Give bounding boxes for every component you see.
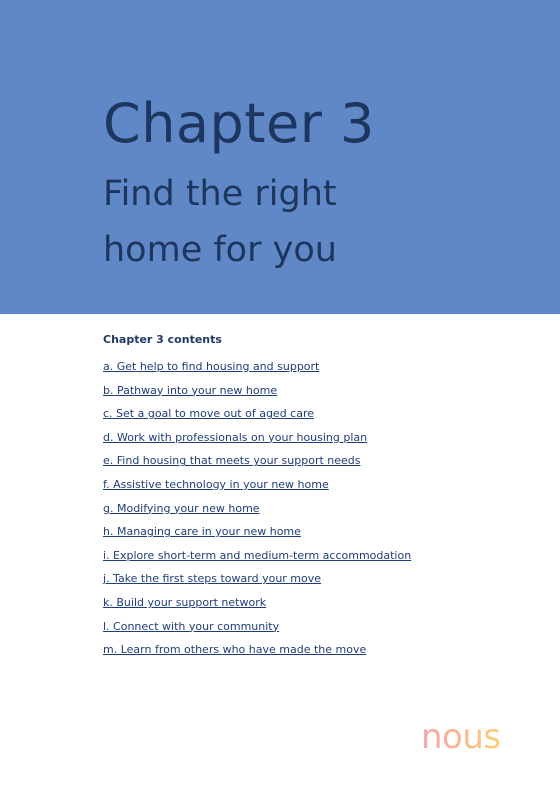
toc-link-i[interactable]: i. Explore short-term and medium-term accommodation: [103, 548, 412, 562]
chapter-subtitle: Find the right home for you: [103, 174, 337, 270]
toc-link-h[interactable]: h. Managing care in your new home: [103, 525, 301, 539]
toc-link-g[interactable]: g. Modifying your new home: [103, 501, 260, 515]
toc-link-m[interactable]: m. Learn from others who have made the move: [103, 643, 367, 657]
chapter-banner: [0, 0, 560, 314]
toc-link-a[interactable]: a. Get help to find housing and support: [103, 360, 320, 373]
toc-item: [103, 595, 411, 619]
toc-item: [103, 548, 411, 572]
toc-link-c[interactable]: c. Set a goal to move out of aged care: [103, 407, 315, 421]
nous-logo: nous: [421, 717, 501, 757]
toc-item: [103, 642, 411, 666]
toc-link-j[interactable]: j. Take the first steps toward your move: [103, 572, 322, 586]
toc-item: [103, 430, 411, 454]
toc-link-k[interactable]: k. Build your support network: [103, 595, 267, 609]
toc-link-f[interactable]: f. Assistive technology in your new home: [103, 477, 329, 491]
toc-link-e[interactable]: e. Find housing that meets your support needs: [103, 454, 361, 468]
toc-item: [103, 383, 411, 407]
toc-item: [103, 501, 411, 525]
toc-link-l[interactable]: l. Connect with your community: [103, 619, 280, 633]
chapter-title: Chapter 3: [103, 92, 375, 155]
toc-item: [103, 524, 411, 548]
contents-heading: Chapter 3 contents: [103, 333, 222, 346]
toc-link-b[interactable]: b. Pathway into your new home: [103, 383, 278, 397]
toc-item: [103, 453, 411, 477]
toc-item: [103, 571, 411, 595]
table-of-contents: [103, 359, 411, 666]
toc-link-d[interactable]: d. Work with professionals on your housing plan: [103, 430, 368, 444]
toc-item: [103, 359, 411, 383]
toc-item: [103, 619, 411, 643]
toc-item: [103, 406, 411, 430]
toc-item: [103, 477, 411, 501]
